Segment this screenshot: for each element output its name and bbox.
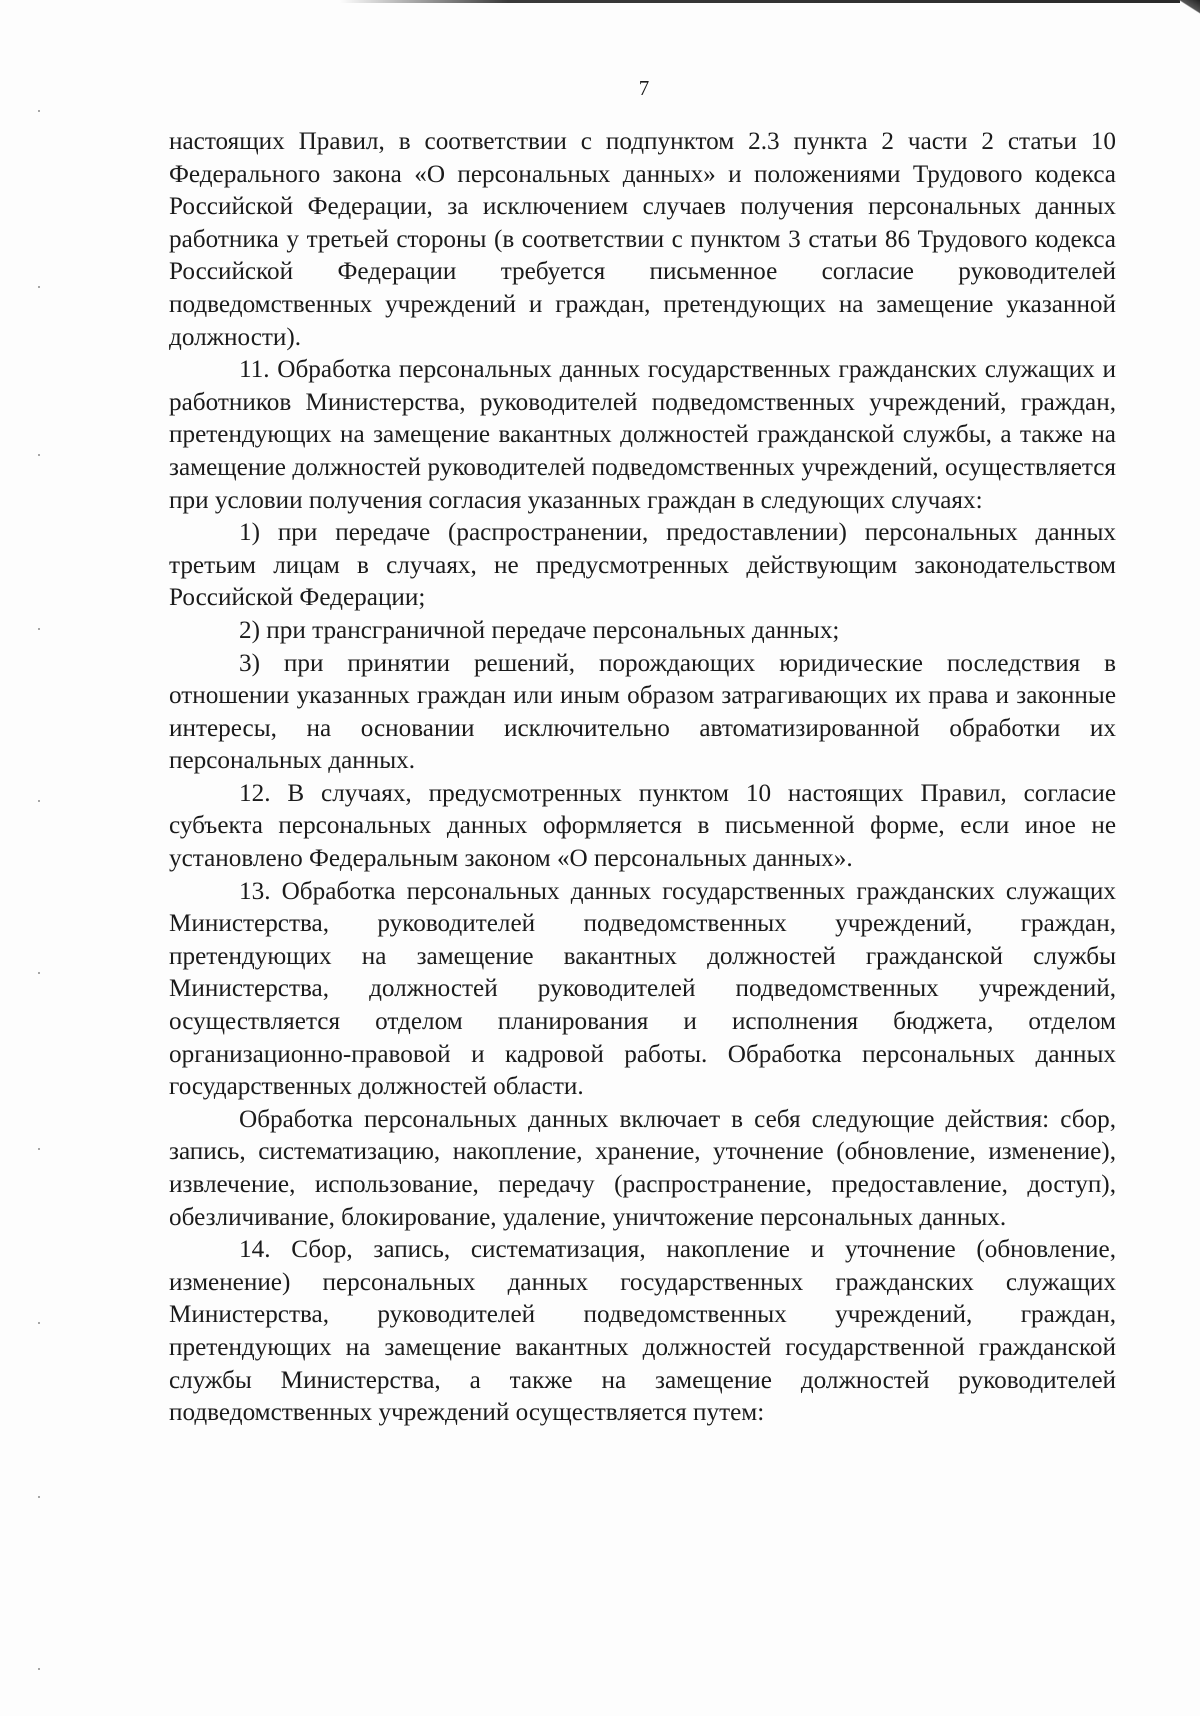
paragraph-subitem-3: 3) при принятии решений, порождающих юридические последствия в отношении указанных граждан или иным образом затрагивающих их права и законные интересы, на основании исключительно автоматизированной обработки их персональных данных. xyxy=(169,649,1116,775)
paragraph-item-12: 12. В случаях, предусмотренных пунктом 10 настоящих Правил, согласие субъекта персональных данных оформляется в письменной форме, если иное не установлено Федеральным законом «О персональных данных». xyxy=(169,779,1116,873)
document-body xyxy=(169,126,1116,1430)
paragraph-item-11: 11. Обработка персональных данных государственных гражданских служащих и работников Министерства, руководителей подведомственных учреждений, граждан, претендующих на замещение вакантных должностей гражданской службы, а также на замещение должностей руководителей подведомственных учреждений, осуществляется при условии получения согласия указанных граждан в следующих случаях: xyxy=(169,356,1116,514)
scan-top-edge xyxy=(340,0,1180,3)
paragraph-processing-actions: Обработка персональных данных включает в себя следующие действия: сбор, запись, систематизацию, накопление, хранение, уточнение (обновление, изменение), извлечение, использование, передачу (распространение, предоставление, доступ), обезличивание, блокирование, удаление, уничтожение персональных данных. xyxy=(169,1105,1116,1231)
page-number: 7 xyxy=(638,76,650,100)
paragraph-continuation: настоящих Правил, в соответствии с подпунктом 2.3 пункта 2 части 2 статьи 10 Федерального закона «О персональных данных» и положениями Трудового кодекса Российской Федерации, за исключением случаев получения персональных данных работника у третьей стороны (в соответствии с пунктом 3 статьи 86 Трудового кодекса Российской Федерации требуется письменное согласие руководителей подведомственных учреждений и граждан, претендующих на замещение указанной должности). xyxy=(169,128,1116,351)
paragraph-item-13: 13. Обработка персональных данных государственных гражданских служащих Министерства, руководителей подведомственных учреждений, граждан, претендующих на замещение вакантных должностей гражданской службы Министерства, должностей руководителей подведомственных учреждений, осуществляется отделом планирования и исполнения бюджета, отделом организационно-правовой и кадровой работы. Обработка персональных данных государственных должностей области. xyxy=(169,877,1116,1101)
paragraph-subitem-2: 2) при трансграничной передаче персональных данных; xyxy=(239,616,840,644)
paragraph-item-14: 14. Сбор, запись, систематизация, накопление и уточнение (обновление, изменение) персональных данных государственных гражданских служащих Министерства, руководителей подведомственных учреждений, граждан, претендующих на замещение вакантных должностей государственной гражданской службы Министерства, а также на замещение должностей руководителей подведомственных учреждений осуществляется путем: xyxy=(169,1236,1116,1427)
paragraph-subitem-1: 1) при передаче (распространении, предоставлении) персональных данных третьим лицам в случаях, не предусмотренных действующим законодательством Российской Федерации; xyxy=(169,519,1116,612)
scan-corner-mark xyxy=(1178,0,1200,14)
margin-scan-dots xyxy=(38,0,44,1716)
